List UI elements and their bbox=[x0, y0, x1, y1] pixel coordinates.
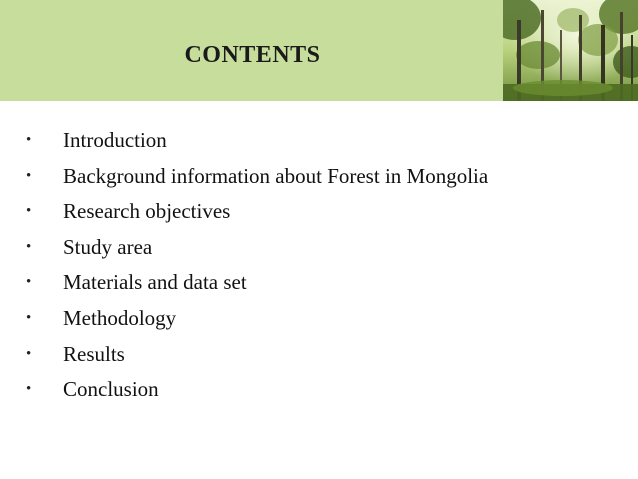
bullet-icon: • bbox=[26, 132, 32, 148]
bullet-icon: • bbox=[26, 203, 32, 220]
list-item-label: Study area bbox=[63, 234, 153, 259]
bullet-icon: • bbox=[26, 345, 32, 362]
slide-title: CONTENTS bbox=[184, 42, 321, 68]
bullet-icon: • bbox=[26, 274, 32, 291]
list-item-label: Conclusion bbox=[63, 377, 159, 402]
list-item-label: Methodology bbox=[63, 305, 177, 330]
list-item-label: Introduction bbox=[63, 128, 167, 152]
bullet-icon: • bbox=[26, 167, 32, 184]
list-item-label: Background information about Forest in Mongolia bbox=[63, 163, 489, 188]
bullet-icon: • bbox=[26, 381, 32, 398]
list-item-label: Materials and data set bbox=[63, 270, 247, 295]
list-item-label: Research objectives bbox=[63, 199, 231, 224]
bullet-icon: • bbox=[26, 238, 32, 255]
list-item-label: Results bbox=[63, 341, 125, 366]
forest-photo bbox=[503, 0, 638, 101]
bullet-icon: • bbox=[26, 309, 32, 326]
